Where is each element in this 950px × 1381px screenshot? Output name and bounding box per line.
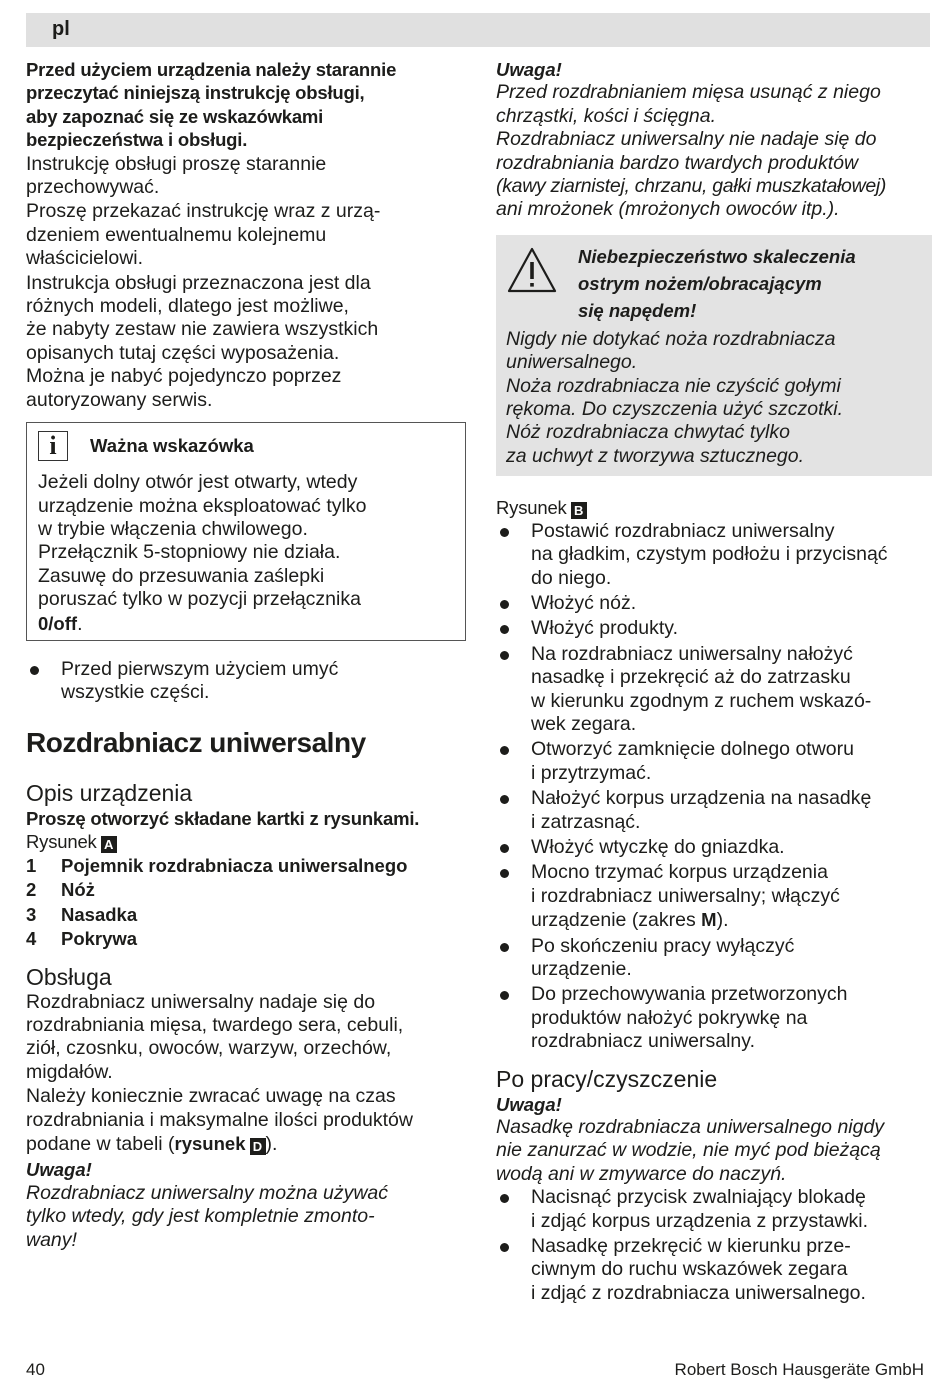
info-icon: i — [38, 431, 68, 461]
operation-steps-list — [496, 520, 932, 1054]
list-item: Otworzyć zamknięcie dolnego otworu i przytrzymać. — [496, 738, 932, 785]
figure-b-badge: B — [571, 502, 587, 519]
list-item: Mocno trzymać korpus urządzenia i rozdrabniacz uniwersalny; włączyć urządzenie (zakres M). — [496, 861, 932, 932]
first-use-list — [26, 658, 466, 705]
list-item: Włożyć nóż. — [496, 592, 932, 615]
cleaning-steps-list — [496, 1186, 932, 1305]
intro-bold: Przed użyciem urządzenia należy starannie przeczytać niniejszą instrukcję obsługi, aby zapoznać się ze wskazówkami bezpieczeństwa i obsługi. — [26, 59, 397, 151]
caution-text: Rozdrabniacz uniwersalny można używać tylko wtedy, gdy jest kompletnie zmonto- wany! — [26, 1181, 388, 1251]
paragraph-handover: Proszę przekazać instrukcję wraz z urzą- dzeniem ewentualnemu kolejnemu właścicielowi. — [26, 200, 381, 270]
injury-warning-title: Niebezpieczeństwo skaleczenia ostrym nożem/obracającym się napędem! — [578, 245, 856, 321]
important-note-box — [26, 422, 466, 641]
list-item: Nacisnąć przycisk zwalniający blokadę i zdjąć korpus urządzenia z przystawki. — [496, 1186, 932, 1233]
list-item: Postawić rozdrabniacz uniwersalny na gładkim, czystym podłożu i przycisnąć do niego. — [496, 520, 932, 590]
heading-device-description: Opis urządzenia — [26, 779, 193, 806]
section-heading-main: Rozdrabniacz uniwersalny — [26, 726, 366, 758]
list-item: Włożyć produkty. — [496, 617, 932, 640]
switch-position-off: 0/off — [38, 612, 78, 634]
list-item: Nałożyć korpus urządzenia na nasadkę i zatrzasnąć. — [496, 787, 932, 834]
caution-label: Uwaga! — [496, 1093, 562, 1115]
caution-text: Przed rozdrabnianiem mięsa usunąć z niego chrząstki, kości i ścięgna. Rozdrabniacz uniwersalny nie nadaje się do rozdrabniania bardzo twardych produktów (kawy ziarnistej, chrzanu, gałki muszkatałowej) ani mrożonek (mrożonych owoców itp.). — [496, 81, 887, 221]
company-name: Robert Bosch Hausgeräte GmbH — [674, 1360, 924, 1379]
parts-list-item: 4 Pokrywa — [26, 928, 138, 950]
figure-ref-a: Rysunek A — [26, 830, 466, 853]
important-note-text: Jeżeli dolny otwór jest otwarty, wtedy urządzenie można eksploatować tylko w trybie włączenia chwilowego. Przełącznik 5-stopniowy nie działa. Zasuwę do przesuwania zaślepki poruszać tylko w pozycji przełącznika 0/off. — [38, 471, 367, 635]
list-item: Po skończeniu pracy wyłączyć urządzenie. — [496, 935, 932, 982]
injury-warning-text: Nigdy nie dotykać noża rozdrabniacza uniwersalnego. Noża rozdrabniacza nie czyścić gołymi rękoma. Do czyszczenia użyć szczotki. Nóż rozdrabniacza chwytać tylko za uchwyt z tworzywa sztucznego. — [506, 327, 844, 467]
paragraph-models: Instrukcja obsługi przeznaczona jest dla różnych modeli, dlatego jest możliwe, że nabyty zestaw nie zawiera wszystkich opisanych tutaj części wyposażenia. Można je nabyć pojedynczo poprzez autoryzowany serwis. — [26, 271, 379, 411]
list-item: Na rozdrabniacz uniwersalny nałożyć nasadkę i przekręcić aż do zatrzasku w kierunku zgodnym z ruchem wskazó- wek zegara. — [496, 643, 932, 737]
heading-operation: Obsługa — [26, 963, 112, 990]
injury-warning-box — [496, 235, 932, 476]
page-number: 40 — [26, 1360, 45, 1379]
parts-list-item: 3 Nasadka — [26, 903, 138, 925]
language-header — [26, 13, 930, 47]
right-column — [496, 58, 932, 1307]
list-item: Nasadkę przekręcić w kierunku prze- ciwnym do ruchu wskazówek zegara i zdjąć z rozdrabniacza uniwersalnego. — [496, 1235, 932, 1305]
speed-range-m: M — [701, 909, 717, 931]
foldout-note: Proszę otworzyć składane kartki z rysunkami. — [26, 807, 420, 829]
caution-text: Nasadkę rozdrabniacza uniwersalnego nigdy nie zanurzać w wodzie, nie myć pod bieżącą wodą ani w zmywarce do naczyń. — [496, 1116, 885, 1185]
figure-d-badge: D — [250, 1138, 266, 1155]
figure-a-badge: A — [101, 836, 117, 853]
left-column — [26, 58, 466, 1252]
caution-label: Uwaga! — [496, 59, 562, 80]
operation-paragraph-1: Rozdrabniacz uniwersalny nadaje się do rozdrabniania mięsa, twardego sera, cebuli, ziół, czosnku, owoców, warzyw, orzechów, migdałów. — [26, 990, 404, 1083]
figure-ref-b: Rysunek B — [496, 496, 932, 519]
parts-list-item: 2 Nóż — [26, 879, 95, 901]
language-code: pl — [52, 18, 70, 40]
list-item: Do przechowywania przetworzonych produktów nałożyć pokrywkę na rozdrabniacz uniwersalny. — [496, 983, 932, 1053]
important-note-title: Ważna wskazówka — [90, 435, 254, 457]
list-item: Włożyć wtyczkę do gniazdka. — [496, 836, 932, 859]
heading-after-use-cleaning: Po pracy/czyszczenie — [496, 1065, 718, 1092]
paragraph-storage: Instrukcję obsługi proszę starannie przechowywać. — [26, 152, 327, 199]
parts-list-item: 1 Pojemnik rozdrabniacza uniwersalnego — [26, 854, 408, 876]
caution-label: Uwaga! — [26, 1159, 92, 1181]
operation-paragraph-2: Należy koniecznie zwracać uwagę na czas rozdrabniania i maksymalne ilości produktów podane w tabeli (rysunek D ). — [26, 1085, 413, 1155]
parts-list — [26, 854, 466, 952]
list-item: Przed pierwszym użyciem umyć wszystkie części. — [26, 658, 466, 705]
warning-triangle-icon — [506, 246, 558, 294]
